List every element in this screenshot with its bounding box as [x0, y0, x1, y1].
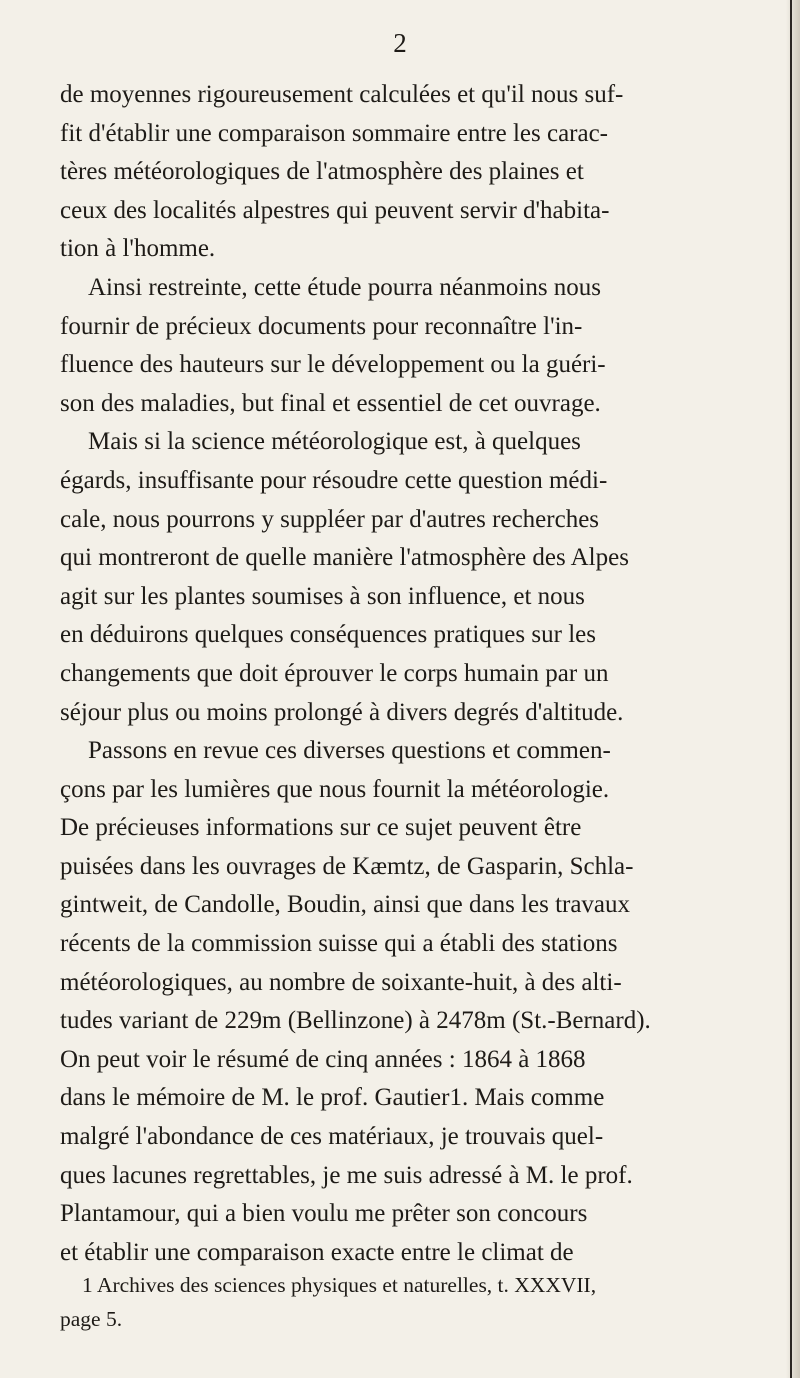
- paragraph-start-line: Mais si la science météorologique est, à quelques: [88, 428, 581, 456]
- text-line: De précieuses informations sur ce sujet peuvent être: [60, 814, 582, 842]
- text-line: qui montreront de quelle manière l'atmosphère des Alpes: [60, 544, 629, 572]
- text-line: égards, insuffisante pour résoudre cette question médi-: [60, 466, 608, 494]
- text-line: ceux des localités alpestres qui peuvent servir d'habita-: [60, 196, 610, 224]
- text-line: Plantamour, qui a bien voulu me prêter son concours: [60, 1200, 588, 1228]
- paragraph-start-line: Passons en revue ces diverses questions et commen-: [88, 737, 611, 765]
- text-line: changements que doit éprouver le corps humain par un: [60, 659, 609, 687]
- body-text: [60, 76, 780, 1272]
- text-line: dans le mémoire de M. le prof. Gautier1. Mais comme: [60, 1084, 605, 1112]
- text-line: séjour plus ou moins prolongé à divers degrés d'altitude.: [60, 698, 624, 726]
- footnote: [60, 1268, 780, 1336]
- text-line: malgré l'abondance de ces matériaux, je trouvais quel-: [60, 1123, 604, 1151]
- page-number: 2: [393, 28, 407, 58]
- text-line: tudes variant de 229m (Bellinzone) à 2478m (St.-Bernard).: [60, 1007, 651, 1035]
- text-line: en déduirons quelques conséquences pratiques sur les: [60, 621, 596, 649]
- text-line: puisées dans les ouvrages de Kæmtz, de Gasparin, Schla-: [60, 852, 634, 880]
- footnote-line: page 5.: [60, 1307, 123, 1331]
- text-line: fournir de précieux documents pour reconnaître l'in-: [60, 312, 583, 340]
- text-line: tion à l'homme.: [60, 235, 216, 263]
- text-line: fit d'établir une comparaison sommaire entre les carac-: [60, 119, 609, 147]
- text-line: de moyennes rigoureusement calculées et qu'il nous suf-: [60, 81, 624, 108]
- text-line: agit sur les plantes soumises à son influence, et nous: [60, 582, 585, 610]
- page-edge-shadow: [786, 0, 800, 1378]
- text-line: et établir une comparaison exacte entre le climat de: [60, 1238, 574, 1266]
- text-line: cale, nous pourrons y suppléer par d'autres recherches: [60, 505, 600, 533]
- text-line: gintweit, de Candolle, Boudin, ainsi que dans les travaux: [60, 891, 631, 919]
- paragraph-start-line: Ainsi restreinte, cette étude pourra néanmoins nous: [88, 273, 602, 301]
- text-line: fluence des hauteurs sur le développement ou la guéri-: [60, 351, 606, 379]
- text-line: tères météorologiques de l'atmosphère des plaines et: [60, 158, 584, 186]
- footnote-line: 1 Archives des sciences physiques et naturelles, t. XXXVII,: [82, 1273, 597, 1297]
- text-line: son des maladies, but final et essentiel de cet ouvrage.: [60, 389, 601, 417]
- text-line: On peut voir le résumé de cinq années : 1864 à 1868: [60, 1045, 586, 1073]
- text-line: météorologiques, au nombre de soixante-huit, à des alti-: [60, 968, 622, 996]
- binding-edge-line: [790, 0, 792, 1378]
- text-line: récents de la commission suisse qui a établi des stations: [60, 930, 618, 958]
- text-line: ques lacunes regrettables, je me suis adressé à M. le prof.: [60, 1161, 633, 1189]
- text-line: çons par les lumières que nous fournit la météorologie.: [60, 775, 610, 803]
